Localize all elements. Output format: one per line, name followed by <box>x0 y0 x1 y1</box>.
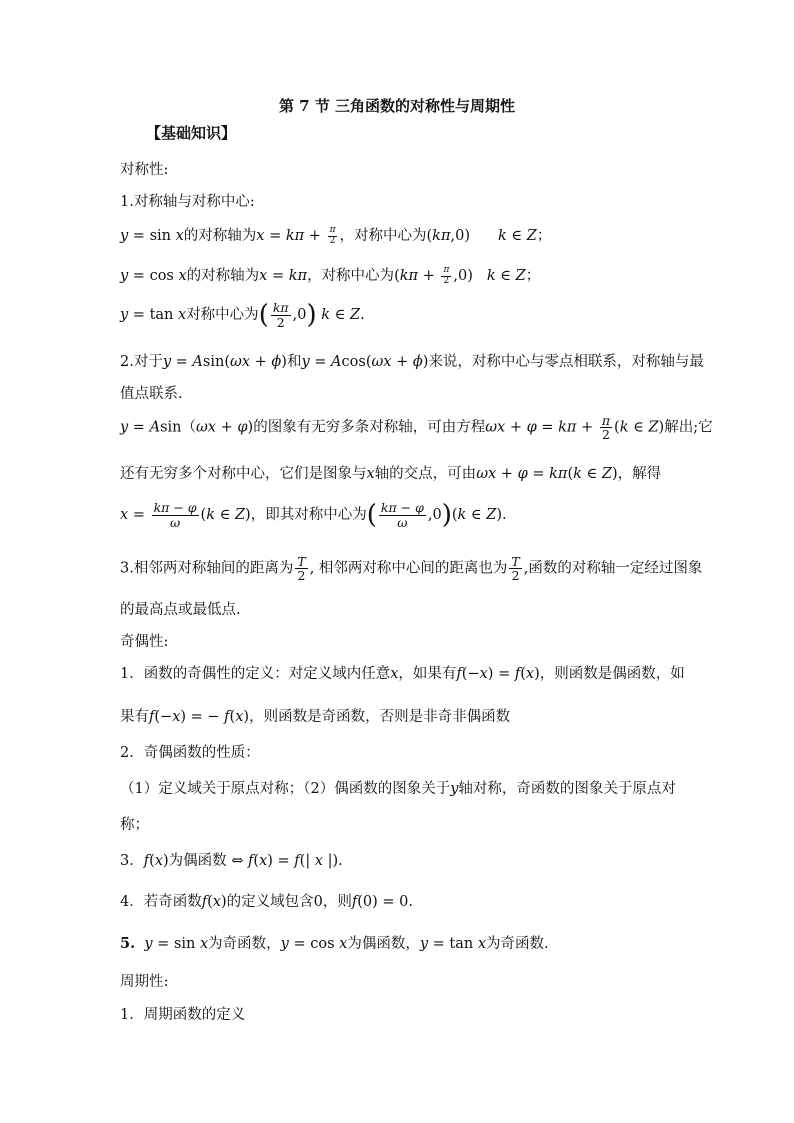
text: ，则 <box>322 894 352 910</box>
text: . <box>360 307 365 323</box>
text: ,函数的对称轴一定经过图象 <box>523 560 703 577</box>
text: 的图象有无穷多条对称轴，可由方程 <box>253 419 486 436</box>
text: 3.相邻两对称轴间的距离为 <box>120 560 294 577</box>
parity-item-1-line2: 果有f(−x) = − f(x)，则函数是奇函数，否则是非奇非偶函数 <box>120 709 511 725</box>
text: ，即其对称中心为 <box>250 507 367 523</box>
parity-item-2-text: （1）定义域关于原点对称；（2）偶函数的图象关于y轴对称，奇函数的图象关于原点对 <box>120 781 676 797</box>
symmetry-item-2-line2: 值点联系. <box>120 386 183 402</box>
parity-item-3: 3．f(x)为偶函数 ⇔ f(x) = f(| x |). <box>120 853 343 869</box>
text: 解出;它 <box>664 419 713 436</box>
symmetry-item-3: 3.相邻两对称轴间的距离为 $\frac{T}{2}$ , 相邻两对称中心间的距离也为 $\frac{T}{2}$ ,函数的对称轴一定经过图象 <box>120 554 703 584</box>
parity-item-4: 4．若奇函数f(x)的定义域包含0，则f(0) = 0. <box>120 894 413 910</box>
fraction: $\frac{\pi}{2}$ <box>329 225 336 246</box>
period-heading: 周期性: <box>120 974 169 990</box>
parity-item-1: 1．函数的奇偶性的定义：对定义域内任意x，如果有f(−x) = f(x)，则函数是偶函数，如 <box>120 666 685 682</box>
text: 还有无穷多个对称中心，它们是图象与 <box>120 466 367 482</box>
text: ； <box>525 268 541 284</box>
parity-item-2-line2: 称； <box>120 817 149 833</box>
symmetry-item-2b-line3: x = $\frac{k\pi - \varphi}{\omega}$ (k ∈ Z)，即其对称中心为( $\frac{k\pi - \varphi}{\omega}$ ,0)(k ∈ Z). <box>120 500 507 530</box>
symmetry-item-2b: y = Asin（ωx + φ)的图象有无穷多条对称轴，可由方程ωx + φ = kπ + $\frac{\pi}{2}$ (k ∈ Z)解出;它 <box>120 413 713 443</box>
text: ，对称中心为 <box>307 268 395 284</box>
symmetry-heading: 对称性: <box>120 162 169 178</box>
text: 为偶函数， <box>347 936 420 952</box>
text: 4．若奇函数 <box>120 894 202 910</box>
text: 对称中心为 <box>186 307 259 323</box>
page-title: 第 7 节 三角函数的对称性与周期性 <box>278 97 516 115</box>
text: 轴对称，奇函数的图象关于原点对 <box>458 781 676 797</box>
text: 为奇函数. <box>486 936 549 952</box>
cos-symmetry-line: y = cos x的对称轴为x = kπ，对称中心为(kπ + $\frac{\pi}{2}$ ,0) k ∈ Z； <box>120 265 541 286</box>
symmetry-item-2: 2.对于y = Asin(ωx + ϕ)和y = Acos(ωx + ϕ)来说，对称中心与零点相联系，对称轴与最 <box>120 354 704 370</box>
formula: y <box>120 228 129 244</box>
text: 果有 <box>120 709 149 725</box>
text: 和 <box>286 354 302 370</box>
symmetry-item-3-line2: 的最高点或最低点. <box>120 602 241 618</box>
text: 的定义域包含 <box>226 894 314 910</box>
sin-symmetry-line: y = sin x的对称轴为x = kπ + $\frac{\pi}{2}$ ，对称中心为(kπ,0) k ∈ Z； <box>120 225 552 246</box>
parity-item-2-title: 2．奇偶函数的性质： <box>120 745 260 761</box>
text: 为奇函数， <box>208 936 281 952</box>
text: ，解得 <box>617 466 662 482</box>
text: ； <box>536 228 552 244</box>
text: 轴的交点，可由 <box>374 466 477 482</box>
text: , 相邻两对称中心间的距离也为 <box>309 560 508 577</box>
text: 5. <box>120 935 136 952</box>
text: 2.对于 <box>120 354 163 370</box>
text: ，如果有 <box>398 666 457 682</box>
text: . <box>502 507 507 523</box>
section-heading: 【基础知识】 <box>146 124 237 142</box>
text: ，则函数是奇函数，否则是非奇非偶函数 <box>249 709 511 725</box>
parity-heading: 奇偶性: <box>120 634 169 650</box>
text: ，对称中心为 <box>339 228 427 244</box>
period-item-1: 1．周期函数的定义 <box>120 1007 246 1023</box>
text: ，则函数是偶函数，如 <box>539 666 685 682</box>
symmetry-item-2b-line2: 还有无穷多个对称中心，它们是图象与x轴的交点，可由ωx + φ = kπ(k ∈ Z)，解得 <box>120 466 662 482</box>
text: 的对称轴为 <box>183 228 257 244</box>
text: 的对称轴为 <box>186 268 260 284</box>
parity-item-5: 5. y = sin x为奇函数，y = cos x为偶函数，y = tan x为奇函数. <box>120 935 549 952</box>
text: 1．函数的奇偶性的定义：对定义域内任意 <box>120 666 391 682</box>
text: 3． <box>120 853 144 869</box>
text: （1）定义域关于原点对称；（2）偶函数的图象关于 <box>120 781 451 797</box>
symmetry-item-1-title: 1.对称轴与对称中心: <box>120 194 255 210</box>
text: . <box>338 853 343 869</box>
tan-symmetry-line: y = tan x对称中心为( $\frac{k\pi}{2}$ ,0) k ∈ Z. <box>120 300 365 330</box>
text: 为偶函数 <box>168 853 227 869</box>
text: . <box>408 894 413 910</box>
text: 来说，对称中心与零点相联系，对称轴与最 <box>428 354 704 370</box>
